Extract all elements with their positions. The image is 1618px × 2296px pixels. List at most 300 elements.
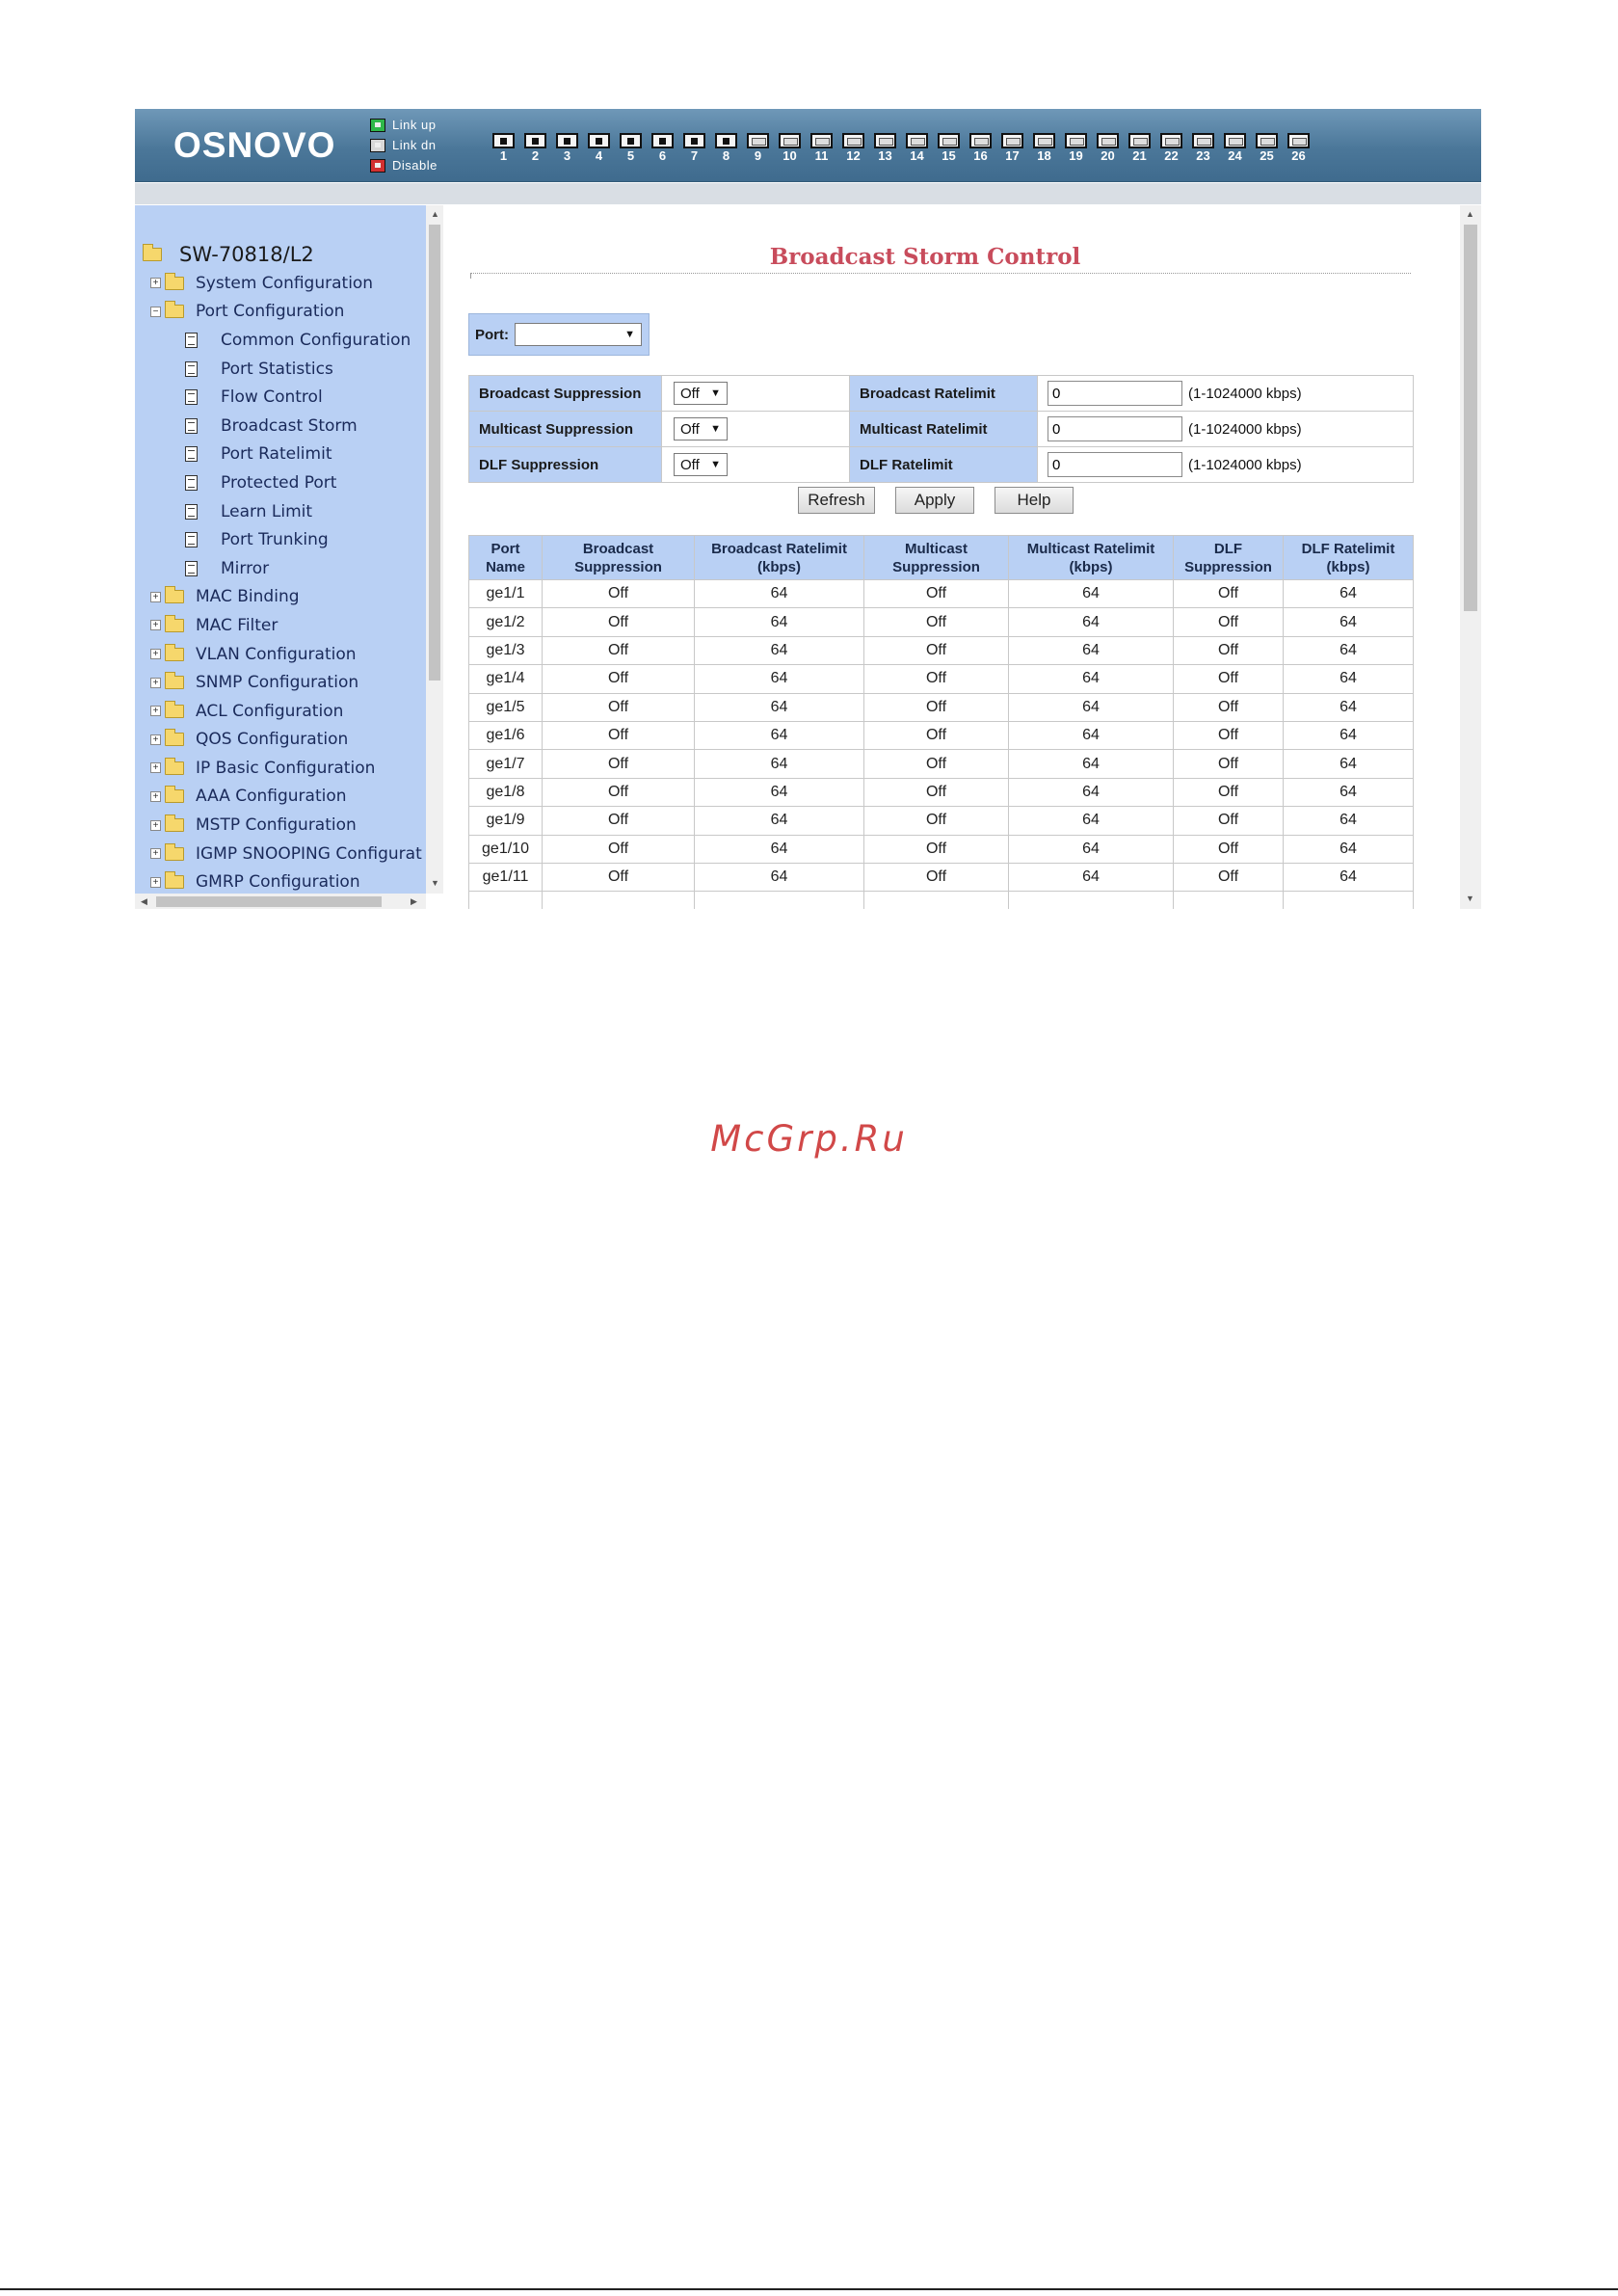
ratelimit-label: DLF Ratelimit — [850, 447, 1038, 483]
table-cell: 64 — [1009, 665, 1174, 693]
port-14[interactable] — [901, 133, 933, 164]
port-10[interactable] — [774, 133, 806, 164]
table-cell: ge1/10 — [469, 835, 543, 863]
port-link-down-icon — [969, 133, 992, 148]
port-link-down-icon — [938, 133, 960, 148]
port-13[interactable] — [869, 133, 901, 164]
table-cell: Off — [543, 636, 695, 664]
header-line-1: Broadcast Ratelimit — [711, 540, 847, 557]
sidebar-item-learn-limit[interactable] — [143, 497, 422, 526]
table-cell: 64 — [1284, 580, 1414, 608]
legend-item — [370, 135, 438, 155]
table-cell: Off — [543, 721, 695, 749]
multicast-suppression-select[interactable] — [674, 417, 728, 441]
port-16[interactable] — [965, 133, 996, 164]
table-cell: ge1/11 — [469, 863, 543, 891]
table-cell: 64 — [1009, 693, 1174, 721]
table-cell — [864, 892, 1009, 909]
expand-icon[interactable]: + — [150, 678, 161, 688]
table-row[interactable] — [469, 721, 1414, 749]
port-storm-table — [468, 535, 1414, 909]
sidebar-item-label: MAC Filter — [196, 615, 279, 635]
port-number: 5 — [626, 148, 635, 163]
table-row[interactable] — [469, 863, 1414, 891]
sidebar-item-igmp-snooping-configurat[interactable] — [143, 840, 422, 868]
broadcast-suppression-select[interactable] — [674, 382, 728, 405]
table-cell: ge1/1 — [469, 580, 543, 608]
sidebar-item-protected-port[interactable] — [143, 468, 422, 497]
port-20[interactable] — [1092, 133, 1124, 164]
column-header-dlf-ratelimit-kbps — [1284, 536, 1414, 580]
table-cell: 64 — [695, 608, 864, 636]
port-23[interactable] — [1187, 133, 1219, 164]
page-icon — [185, 333, 198, 348]
expand-icon[interactable]: + — [150, 649, 161, 659]
table-cell: 64 — [1009, 835, 1174, 863]
table-row[interactable] — [469, 665, 1414, 693]
folder-icon — [165, 875, 184, 889]
suppression-cell — [662, 447, 850, 483]
page-icon — [185, 561, 198, 576]
port-link-down-icon — [1160, 133, 1182, 148]
sidebar-item-port-trunking[interactable] — [143, 525, 422, 554]
sidebar-item-acl-configuration[interactable] — [143, 697, 422, 726]
sidebar — [135, 205, 426, 909]
table-cell: 64 — [1284, 835, 1414, 863]
table-cell: 64 — [1284, 608, 1414, 636]
suppression-label: Broadcast Suppression — [469, 376, 662, 412]
ratelimit-input-group — [1048, 381, 1413, 406]
sidebar-item-common-configuration[interactable] — [143, 326, 422, 355]
select-value: Off — [680, 385, 700, 402]
port-21[interactable] — [1124, 133, 1155, 164]
table-cell: Off — [1174, 750, 1284, 778]
table-cell: 64 — [1284, 807, 1414, 835]
table-cell: Off — [1174, 636, 1284, 664]
table-cell: 64 — [1284, 863, 1414, 891]
config-row-broadcast-suppression — [469, 376, 1414, 412]
sidebar-item-label: Port Trunking — [221, 530, 329, 550]
sidebar-item-label: Flow Control — [221, 387, 323, 408]
sidebar-item-mac-filter[interactable] — [143, 611, 422, 640]
table-cell: 64 — [1009, 608, 1174, 636]
table-cell: 64 — [1009, 778, 1174, 806]
table-cell: ge1/3 — [469, 636, 543, 664]
main-content — [443, 205, 1460, 909]
table-cell: Off — [864, 863, 1009, 891]
page-icon — [185, 446, 198, 462]
expand-icon[interactable]: + — [150, 877, 161, 888]
port-number: 7 — [690, 148, 699, 163]
port-link-up-icon — [683, 133, 705, 148]
table-cell: 64 — [1009, 807, 1174, 835]
port-link-up-icon — [492, 133, 515, 148]
port-link-down-icon — [1128, 133, 1151, 148]
sidebar-item-vlan-configuration[interactable] — [143, 640, 422, 669]
table-cell: ge1/6 — [469, 721, 543, 749]
table-cell: Off — [1174, 835, 1284, 863]
table-cell: 64 — [1284, 665, 1414, 693]
column-header-multicast-ratelimit-kbps — [1009, 536, 1174, 580]
table-row[interactable] — [469, 580, 1414, 608]
port-link-up-icon — [651, 133, 674, 148]
table-cell: Off — [1174, 778, 1284, 806]
column-header-multicast-suppression — [864, 536, 1009, 580]
table-cell: 64 — [1009, 580, 1174, 608]
port-17[interactable] — [996, 133, 1028, 164]
title-divider-tick — [470, 273, 471, 279]
port-number: 19 — [1069, 148, 1083, 163]
sidebar-item-aaa-configuration[interactable] — [143, 783, 422, 812]
ratelimit-label: Multicast Ratelimit — [850, 412, 1038, 447]
broadcast-ratelimit-input[interactable]: 0 — [1048, 381, 1182, 406]
port-number: 11 — [814, 148, 829, 163]
suppression-config-table — [468, 375, 1414, 483]
port-number: 13 — [878, 148, 892, 163]
expand-icon[interactable]: + — [150, 820, 161, 831]
table-row[interactable] — [469, 693, 1414, 721]
table-cell: 64 — [695, 835, 864, 863]
table-cell: Off — [864, 636, 1009, 664]
port-link-up-icon — [556, 133, 578, 148]
column-header-port-name — [469, 536, 543, 580]
table-cell: Off — [864, 835, 1009, 863]
collapse-icon[interactable]: − — [150, 307, 161, 317]
sidebar-item-qos-configuration[interactable] — [143, 726, 422, 755]
port-number: 2 — [531, 148, 540, 163]
table-cell: Off — [1174, 665, 1284, 693]
port-7[interactable] — [678, 133, 710, 164]
header-line-1: Broadcast — [582, 540, 654, 557]
folder-icon — [165, 789, 184, 803]
header-line-2: (kbps) — [1326, 558, 1370, 575]
port-number: 21 — [1132, 148, 1147, 163]
port-link-down-icon — [874, 133, 896, 148]
sidebar-item-label: Port Ratelimit — [221, 444, 332, 465]
switch-web-ui — [135, 109, 1481, 909]
column-header-broadcast-ratelimit-kbps — [695, 536, 864, 580]
table-cell: Off — [543, 693, 695, 721]
sidebar-item-label: ACL Configuration — [196, 701, 344, 721]
port-selector-box — [468, 313, 650, 356]
page-icon — [185, 504, 198, 520]
sidebar-item-mac-binding[interactable] — [143, 583, 422, 612]
table-cell: 64 — [695, 807, 864, 835]
suppression-cell — [662, 412, 850, 447]
header-line-2: (kbps) — [1069, 558, 1113, 575]
dropdown-arrow-icon: ▼ — [710, 387, 721, 399]
sidebar-item-label: Port Configuration — [196, 302, 345, 322]
port-11[interactable] — [806, 133, 837, 164]
port-25[interactable] — [1251, 133, 1283, 164]
port-panel — [488, 133, 1314, 164]
table-cell: 64 — [695, 721, 864, 749]
help-button[interactable]: Help — [995, 487, 1074, 514]
port-number: 24 — [1228, 148, 1242, 163]
config-row-multicast-suppression — [469, 412, 1414, 447]
expand-icon[interactable]: + — [150, 791, 161, 802]
table-cell: Off — [864, 807, 1009, 835]
table-cell: Off — [543, 750, 695, 778]
table-cell — [469, 892, 543, 909]
sidebar-item-label: Mirror — [221, 558, 270, 578]
table-cell: ge1/2 — [469, 608, 543, 636]
sidebar-item-label: VLAN Configuration — [196, 644, 357, 664]
header-line-1: Multicast Ratelimit — [1026, 540, 1155, 557]
column-header-broadcast-suppression — [543, 536, 695, 580]
table-cell: 64 — [1009, 750, 1174, 778]
table-cell: 64 — [695, 636, 864, 664]
table-row[interactable] — [469, 835, 1414, 863]
table-cell: 64 — [695, 750, 864, 778]
expand-icon[interactable]: + — [150, 620, 161, 630]
sidebar-item-label: IGMP SNOOPING Configurat — [196, 843, 422, 864]
sidebar-item-label: SNMP Configuration — [196, 673, 359, 693]
port-5[interactable] — [615, 133, 647, 164]
expand-icon[interactable]: + — [150, 762, 161, 773]
table-cell — [695, 892, 864, 909]
port-number: 12 — [846, 148, 861, 163]
folder-open-icon — [165, 305, 184, 318]
header-subbar — [135, 183, 1481, 204]
sidebar-item-label: MSTP Configuration — [196, 815, 357, 836]
port-8[interactable] — [710, 133, 742, 164]
port-legend — [370, 115, 438, 175]
table-cell: 64 — [1009, 863, 1174, 891]
main-vertical-scrollbar[interactable] — [1460, 205, 1481, 909]
port-link-up-icon — [588, 133, 610, 148]
main-scroll-thumb[interactable] — [1464, 225, 1477, 611]
port-select[interactable] — [515, 323, 642, 346]
header-line-1: Port — [491, 540, 520, 557]
table-header-row — [469, 536, 1414, 580]
port-number: 15 — [942, 148, 956, 163]
sidebar-item-label: QOS Configuration — [196, 730, 349, 750]
folder-icon — [165, 818, 184, 832]
table-cell: ge1/5 — [469, 693, 543, 721]
port-link-down-icon — [1001, 133, 1023, 148]
port-link-down-icon — [1192, 133, 1214, 148]
table-cell — [543, 892, 695, 909]
expand-icon[interactable]: + — [150, 278, 161, 288]
scroll-up-icon[interactable]: ▲ — [1466, 209, 1474, 219]
port-9[interactable] — [742, 133, 774, 164]
table-cell: Off — [864, 608, 1009, 636]
port-link-up-icon — [620, 133, 642, 148]
sidebar-item-mirror[interactable] — [143, 554, 422, 583]
select-value: Off — [680, 420, 700, 438]
sidebar-item-label: Broadcast Storm — [221, 415, 358, 436]
table-cell: Off — [1174, 863, 1284, 891]
table-cell: 64 — [1284, 750, 1414, 778]
table-cell: Off — [864, 665, 1009, 693]
scroll-down-icon[interactable]: ▼ — [1466, 894, 1474, 903]
menu-tree — [143, 240, 422, 896]
refresh-button[interactable]: Refresh — [798, 487, 875, 514]
port-number: 17 — [1005, 148, 1020, 163]
expand-icon[interactable]: + — [150, 734, 161, 745]
folder-icon — [165, 619, 184, 632]
scroll-down-icon[interactable]: ▼ — [431, 878, 439, 888]
sidebar-item-snmp-configuration[interactable] — [143, 668, 422, 697]
page-icon — [185, 361, 198, 377]
table-cell: Off — [1174, 693, 1284, 721]
port-12[interactable] — [837, 133, 869, 164]
table-cell: 64 — [695, 665, 864, 693]
port-number: 18 — [1037, 148, 1051, 163]
port-number: 23 — [1196, 148, 1210, 163]
sidebar-item-label: IP Basic Configuration — [196, 758, 376, 778]
tree-root[interactable] — [143, 240, 422, 269]
table-cell: Off — [864, 778, 1009, 806]
port-19[interactable] — [1060, 133, 1092, 164]
config-row-dlf-suppression — [469, 447, 1414, 483]
table-cell: Off — [543, 835, 695, 863]
port-link-down-icon — [1287, 133, 1310, 148]
table-cell — [1284, 892, 1414, 909]
sidebar-item-label: System Configuration — [196, 273, 374, 293]
scroll-left-icon[interactable]: ◀ — [141, 896, 147, 906]
sidebar-item-port-configuration[interactable] — [143, 298, 422, 327]
sidebar-item-mstp-configuration[interactable] — [143, 811, 422, 840]
folder-icon — [165, 733, 184, 746]
table-cell: ge1/7 — [469, 750, 543, 778]
expand-icon[interactable]: + — [150, 848, 161, 859]
sidebar-item-label: AAA Configuration — [196, 787, 347, 807]
port-link-down-icon — [747, 133, 769, 148]
tree-items — [143, 269, 422, 896]
port-link-down-icon — [1033, 133, 1055, 148]
dlf-suppression-select[interactable] — [674, 453, 728, 476]
port-3[interactable] — [551, 133, 583, 164]
title-divider — [470, 273, 1411, 274]
suppression-label: Multicast Suppression — [469, 412, 662, 447]
table-row[interactable] — [469, 636, 1414, 664]
table-row[interactable] — [469, 608, 1414, 636]
table-cell: 64 — [1284, 693, 1414, 721]
sidebar-item-port-statistics[interactable] — [143, 355, 422, 384]
table-row[interactable] — [469, 750, 1414, 778]
folder-icon — [165, 277, 184, 290]
port-link-down-icon — [779, 133, 801, 148]
header-line-2: Suppression — [574, 558, 662, 575]
ratelimit-cell — [1038, 412, 1414, 447]
watermark: McGrp.Ru — [710, 1118, 908, 1160]
port-18[interactable] — [1028, 133, 1060, 164]
sidebar-item-gmrp-configuration[interactable] — [143, 868, 422, 896]
port-6[interactable] — [647, 133, 678, 164]
sidebar-horizontal-scrollbar[interactable] — [135, 894, 426, 909]
sidebar-hscroll-thumb[interactable] — [156, 896, 382, 907]
table-cell: Off — [543, 778, 695, 806]
port-number: 1 — [499, 148, 508, 163]
dlf-ratelimit-input[interactable]: 0 — [1048, 452, 1182, 477]
table-cell: 64 — [695, 693, 864, 721]
port-22[interactable] — [1155, 133, 1187, 164]
header-line-1: Multicast — [904, 540, 968, 557]
port-24[interactable] — [1219, 133, 1251, 164]
table-cell: 64 — [695, 580, 864, 608]
expand-icon[interactable]: + — [150, 592, 161, 602]
sidebar-item-flow-control[interactable] — [143, 383, 422, 412]
column-header-dlf-suppression — [1174, 536, 1284, 580]
folder-open-icon — [143, 248, 162, 261]
ratelimit-label: Broadcast Ratelimit — [850, 376, 1038, 412]
port-2[interactable] — [519, 133, 551, 164]
footer-rule — [0, 2288, 1618, 2290]
multicast-ratelimit-input[interactable]: 0 — [1048, 416, 1182, 441]
apply-button[interactable]: Apply — [895, 487, 974, 514]
dropdown-arrow-icon: ▼ — [710, 459, 721, 470]
dropdown-arrow-icon: ▼ — [624, 329, 635, 340]
folder-icon — [165, 676, 184, 689]
header-line-2: Name — [486, 558, 525, 575]
sidebar-item-broadcast-storm[interactable] — [143, 412, 422, 441]
table-row[interactable] — [469, 807, 1414, 835]
port-link-down-icon — [906, 133, 928, 148]
table-row[interactable] — [469, 778, 1414, 806]
select-value: Off — [680, 456, 700, 473]
sidebar-item-system-configuration[interactable] — [143, 269, 422, 298]
port-4[interactable] — [583, 133, 615, 164]
folder-icon — [165, 705, 184, 718]
port-link-down-icon — [842, 133, 864, 148]
table-cell: Off — [1174, 608, 1284, 636]
port-26[interactable] — [1283, 133, 1314, 164]
scroll-up-icon[interactable]: ▲ — [431, 209, 439, 219]
folder-icon — [165, 590, 184, 603]
sidebar-item-ip-basic-configuration[interactable] — [143, 754, 422, 783]
expand-icon[interactable]: + — [150, 706, 161, 716]
table-cell: Off — [543, 863, 695, 891]
ratelimit-cell — [1038, 376, 1414, 412]
port-link-down-icon — [1097, 133, 1119, 148]
table-row[interactable] — [469, 892, 1414, 909]
table-cell: 64 — [695, 863, 864, 891]
table-cell: Off — [543, 580, 695, 608]
port-link-down-icon — [810, 133, 833, 148]
sidebar-scroll-thumb[interactable] — [429, 225, 440, 681]
table-cell: ge1/9 — [469, 807, 543, 835]
sidebar-item-label: GMRP Configuration — [196, 872, 360, 893]
port-number: 3 — [563, 148, 571, 163]
port-number: 26 — [1291, 148, 1306, 163]
port-number: 14 — [910, 148, 924, 163]
table-cell: Off — [864, 580, 1009, 608]
scroll-right-icon[interactable]: ▶ — [411, 896, 417, 906]
port-1[interactable] — [488, 133, 519, 164]
link-up-icon — [370, 119, 385, 132]
header-line-1: DLF — [1213, 540, 1243, 557]
action-buttons — [443, 487, 1407, 514]
table-cell: Off — [864, 750, 1009, 778]
header-line-1: DLF Ratelimit — [1301, 540, 1395, 557]
port-link-down-icon — [1065, 133, 1087, 148]
header-line-2: Suppression — [1184, 558, 1272, 575]
port-link-down-icon — [1224, 133, 1246, 148]
folder-icon — [165, 648, 184, 661]
sidebar-item-label: Protected Port — [221, 472, 337, 493]
port-number: 10 — [782, 148, 797, 163]
sidebar-item-port-ratelimit[interactable] — [143, 441, 422, 469]
page-title: Broadcast Storm Control — [769, 244, 1081, 270]
suppression-label: DLF Suppression — [469, 447, 662, 483]
page-icon — [185, 418, 198, 434]
sidebar-vertical-scrollbar[interactable] — [426, 205, 443, 894]
port-15[interactable] — [933, 133, 965, 164]
logo: OSNOVO — [173, 125, 336, 165]
table-cell: Off — [543, 608, 695, 636]
